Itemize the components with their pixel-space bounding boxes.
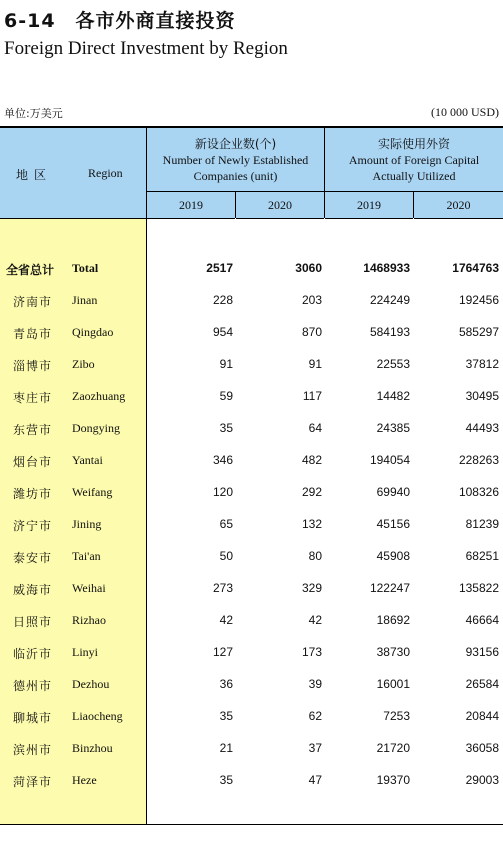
region-name-cn: 临沂市 bbox=[13, 647, 53, 661]
region-name-cn: 济南市 bbox=[13, 295, 53, 309]
companies-2020-cell: 117 bbox=[302, 389, 322, 403]
table-row bbox=[0, 386, 503, 406]
region-name-cn: 枣庄市 bbox=[13, 391, 53, 405]
capital-header-en-2: Actually Utilized bbox=[372, 169, 456, 183]
region-name-cn: 青岛市 bbox=[13, 327, 53, 341]
companies-2019-cell: 42 bbox=[219, 613, 233, 627]
companies-header-cn: 新设企业数(个) bbox=[194, 137, 277, 151]
capital-2020-cell: 228263 bbox=[458, 453, 499, 467]
companies-header-en-1: Number of Newly Established bbox=[162, 153, 309, 167]
capital-2019-cell: 18692 bbox=[376, 613, 410, 627]
capital-2019-cell: 7253 bbox=[383, 709, 410, 723]
region-name-en: Jining bbox=[72, 517, 102, 531]
companies-2020-cell: 292 bbox=[301, 485, 322, 499]
capital-2019-cell: 14482 bbox=[376, 389, 410, 403]
capital-2019-cell: 22553 bbox=[376, 357, 410, 371]
year-divider-2 bbox=[413, 192, 414, 218]
capital-2019-cell: 19370 bbox=[376, 773, 410, 787]
region-name-cn: 全省总计 bbox=[6, 263, 55, 277]
capital-2020-cell: 44493 bbox=[465, 421, 499, 435]
capital-2020-cell: 29003 bbox=[465, 773, 499, 787]
capital-2019-cell: 45908 bbox=[376, 549, 410, 563]
region-name-cn: 菏泽市 bbox=[13, 775, 53, 789]
region-name-cn: 聊城市 bbox=[13, 711, 53, 725]
region-name-cn: 济宁市 bbox=[13, 519, 53, 533]
capital-2020-cell: 1764763 bbox=[452, 261, 499, 275]
table-row bbox=[0, 322, 503, 342]
total-row bbox=[0, 258, 503, 278]
year-header-capital-2019: 2019 bbox=[325, 192, 413, 219]
companies-2019-cell: 21 bbox=[219, 741, 233, 755]
capital-2019-cell: 1468933 bbox=[363, 261, 410, 275]
companies-header-en-2: Companies (unit) bbox=[193, 169, 278, 183]
companies-2019-cell: 36 bbox=[219, 677, 233, 691]
capital-2020-cell: 93156 bbox=[465, 645, 499, 659]
companies-2019-cell: 35 bbox=[219, 709, 233, 723]
region-header-en: Region bbox=[88, 166, 123, 180]
region-name-en: Dezhou bbox=[72, 677, 110, 691]
table-title-cn: 6-14 各市外商直接投资 bbox=[4, 10, 236, 32]
capital-2019-cell: 122247 bbox=[369, 581, 410, 595]
region-header-cn: 地区 bbox=[16, 168, 53, 182]
region-name-en: Binzhou bbox=[72, 741, 113, 755]
unit-label-cn: 单位:万美元 bbox=[4, 107, 63, 120]
region-name-en: Tai'an bbox=[72, 549, 101, 563]
region-name-en: Zaozhuang bbox=[72, 389, 126, 403]
companies-2019-cell: 65 bbox=[219, 517, 233, 531]
companies-2020-cell: 3060 bbox=[295, 261, 322, 275]
capital-2020-cell: 135822 bbox=[458, 581, 499, 595]
capital-2020-cell: 585297 bbox=[458, 325, 499, 339]
companies-2020-cell: 132 bbox=[301, 517, 322, 531]
companies-2019-cell: 35 bbox=[219, 773, 233, 787]
capital-2020-cell: 81239 bbox=[465, 517, 499, 531]
region-name-cn: 德州市 bbox=[13, 679, 53, 693]
capital-2020-cell: 68251 bbox=[465, 549, 499, 563]
region-name-en: Heze bbox=[72, 773, 97, 787]
region-name-cn: 泰安市 bbox=[13, 551, 53, 565]
companies-2020-cell: 173 bbox=[301, 645, 322, 659]
capital-2019-cell: 584193 bbox=[369, 325, 410, 339]
companies-2019-cell: 228 bbox=[212, 293, 233, 307]
year-header-companies-2019: 2019 bbox=[147, 192, 235, 219]
region-name-en: Rizhao bbox=[72, 613, 106, 627]
table-row bbox=[0, 578, 503, 598]
unit-label-en: (10 000 USD) bbox=[431, 105, 499, 119]
table-row bbox=[0, 546, 503, 566]
companies-2019-cell: 35 bbox=[219, 421, 233, 435]
region-name-en: Zibo bbox=[72, 357, 95, 371]
companies-2020-cell: 42 bbox=[308, 613, 322, 627]
table-bottom-rule bbox=[0, 824, 503, 825]
region-header bbox=[0, 128, 146, 219]
table-row bbox=[0, 354, 503, 374]
companies-2020-cell: 80 bbox=[308, 549, 322, 563]
companies-2020-cell: 64 bbox=[308, 421, 322, 435]
companies-2020-cell: 47 bbox=[308, 773, 322, 787]
companies-2020-cell: 62 bbox=[308, 709, 322, 723]
region-name-en: Dongying bbox=[72, 421, 120, 435]
capital-2020-cell: 20844 bbox=[465, 709, 499, 723]
region-name-cn: 日照市 bbox=[13, 615, 53, 629]
capital-2019-cell: 45156 bbox=[376, 517, 410, 531]
table-row bbox=[0, 514, 503, 534]
companies-2020-cell: 482 bbox=[301, 453, 322, 467]
capital-2019-cell: 69940 bbox=[376, 485, 410, 499]
capital-header-en-1: Amount of Foreign Capital bbox=[348, 153, 480, 167]
companies-2019-cell: 2517 bbox=[206, 261, 233, 275]
table-row bbox=[0, 770, 503, 790]
region-name-en: Liaocheng bbox=[72, 709, 123, 723]
region-name-en: Yantai bbox=[72, 453, 103, 467]
capital-2019-cell: 24385 bbox=[376, 421, 410, 435]
table-row bbox=[0, 482, 503, 502]
capital-2019-cell: 38730 bbox=[376, 645, 410, 659]
capital-2020-cell: 46664 bbox=[465, 613, 499, 627]
table-row bbox=[0, 418, 503, 438]
companies-2019-cell: 273 bbox=[212, 581, 233, 595]
table-row bbox=[0, 706, 503, 726]
region-name-cn: 威海市 bbox=[13, 583, 53, 597]
table-row bbox=[0, 674, 503, 694]
table-row bbox=[0, 290, 503, 310]
companies-group-header bbox=[147, 128, 324, 192]
capital-group-header bbox=[325, 128, 503, 192]
capital-2020-cell: 108326 bbox=[458, 485, 499, 499]
companies-2019-cell: 91 bbox=[219, 357, 233, 371]
companies-2019-cell: 954 bbox=[212, 325, 233, 339]
companies-2019-cell: 346 bbox=[212, 453, 233, 467]
companies-2020-cell: 91 bbox=[308, 357, 322, 371]
region-name-en: Total bbox=[72, 261, 99, 275]
capital-header-cn: 实际使用外资 bbox=[377, 137, 450, 151]
region-name-en: Weihai bbox=[72, 581, 106, 595]
table-row bbox=[0, 738, 503, 758]
table-row bbox=[0, 642, 503, 662]
companies-2020-cell: 203 bbox=[301, 293, 322, 307]
capital-2020-cell: 36058 bbox=[465, 741, 499, 755]
region-name-en: Linyi bbox=[72, 645, 98, 659]
capital-2019-cell: 21720 bbox=[376, 741, 410, 755]
region-name-cn: 东营市 bbox=[13, 423, 53, 437]
group-divider bbox=[324, 128, 325, 218]
companies-2020-cell: 37 bbox=[308, 741, 322, 755]
capital-2020-cell: 30495 bbox=[465, 389, 499, 403]
companies-2019-cell: 127 bbox=[212, 645, 233, 659]
companies-2019-cell: 120 bbox=[212, 485, 233, 499]
year-divider-1 bbox=[235, 192, 236, 218]
capital-2019-cell: 16001 bbox=[376, 677, 410, 691]
table-title-en: Foreign Direct Investment by Region bbox=[4, 38, 288, 59]
year-header-companies-2020: 2020 bbox=[236, 192, 324, 219]
region-name-en: Qingdao bbox=[72, 325, 114, 339]
capital-2020-cell: 26584 bbox=[465, 677, 499, 691]
companies-2020-cell: 39 bbox=[308, 677, 322, 691]
region-name-cn: 滨州市 bbox=[13, 743, 53, 757]
capital-2019-cell: 194054 bbox=[369, 453, 410, 467]
capital-2020-cell: 192456 bbox=[458, 293, 499, 307]
region-name-en: Jinan bbox=[72, 293, 98, 307]
region-name-cn: 烟台市 bbox=[13, 455, 53, 469]
year-header-capital-2020: 2020 bbox=[414, 192, 503, 219]
companies-2019-cell: 50 bbox=[219, 549, 233, 563]
companies-2020-cell: 329 bbox=[301, 581, 322, 595]
region-name-en: Weifang bbox=[72, 485, 113, 499]
companies-2019-cell: 59 bbox=[219, 389, 233, 403]
table-row bbox=[0, 450, 503, 470]
capital-2019-cell: 224249 bbox=[369, 293, 410, 307]
region-name-cn: 潍坊市 bbox=[13, 487, 53, 501]
capital-2020-cell: 37812 bbox=[465, 357, 499, 371]
region-name-cn: 淄博市 bbox=[13, 359, 53, 373]
table-row bbox=[0, 610, 503, 630]
companies-2020-cell: 870 bbox=[301, 325, 322, 339]
